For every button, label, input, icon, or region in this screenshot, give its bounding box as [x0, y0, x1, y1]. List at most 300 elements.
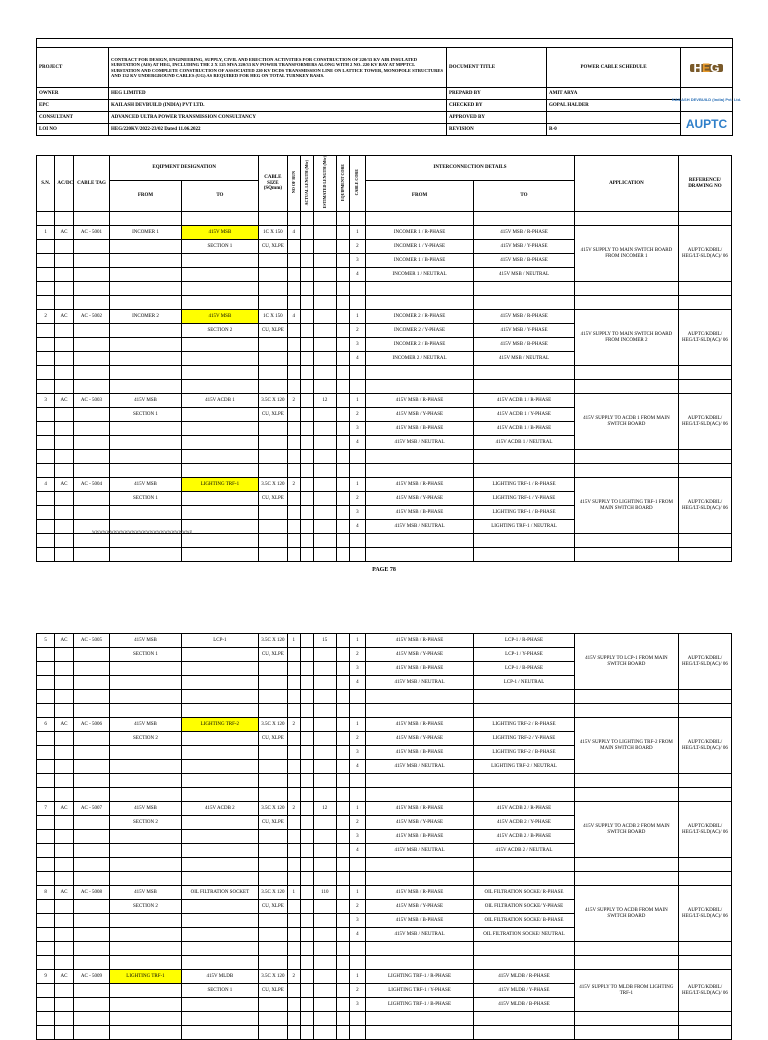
- equipment-to: LIGHTING TRF-1: [181, 478, 258, 492]
- interconnection-to: 415V MLDB / B-PHASE: [474, 998, 575, 1012]
- empty-cell: [349, 212, 365, 226]
- empty-cell: [336, 240, 349, 254]
- empty-cell: [110, 844, 181, 858]
- prepared-value: AMIT ARYA: [547, 88, 681, 100]
- actual-length: [300, 970, 313, 984]
- empty-cell: [259, 760, 288, 774]
- empty-cell: [314, 408, 336, 422]
- empty-cell: [366, 212, 474, 226]
- empty-cell: [259, 296, 288, 310]
- empty-cell: [300, 436, 313, 450]
- interconnection-to: LIGHTING TRF-1 / Y-PHASE: [474, 492, 575, 506]
- serial-number: 5: [37, 634, 55, 648]
- application: 415V SUPPLY TO MAIN SWITCH BOARD FROM INCOMER 2: [574, 310, 678, 366]
- empty-cell: [73, 492, 110, 506]
- empty-cell: [181, 212, 258, 226]
- spacer-row: [37, 380, 732, 394]
- spacer-row: [37, 366, 732, 380]
- actual-length: [300, 886, 313, 900]
- empty-cell: [73, 704, 110, 718]
- empty-cell: [574, 296, 678, 310]
- empty-cell: [110, 690, 181, 704]
- empty-cell: [678, 788, 731, 802]
- empty-cell: [336, 816, 349, 830]
- empty-cell: [259, 422, 288, 436]
- empty-cell: [349, 872, 365, 886]
- empty-cell: [259, 338, 288, 352]
- empty-cell: [336, 956, 349, 970]
- interconnection-to: OIL FILTRATION SOCKE/ Y-PHASE: [474, 900, 575, 914]
- empty-cell: [574, 956, 678, 970]
- empty-cell: [55, 240, 73, 254]
- interconnection-to: 415V MSB / B-PHASE: [474, 338, 575, 352]
- empty-cell: [314, 464, 336, 478]
- empty-cell: [287, 534, 300, 548]
- interconnection-to: 415V ACDB 1 / R-PHASE: [474, 394, 575, 408]
- application: 415V SUPPLY TO LCP-1 FROM MAIN SWITCH BOARD: [574, 634, 678, 690]
- empty-cell: [181, 942, 258, 956]
- empty-cell: [678, 858, 731, 872]
- empty-cell: [300, 1026, 313, 1040]
- empty-cell: [37, 956, 55, 970]
- interconnection-to: OIL FILTRATION SOCKE/ R-PHASE: [474, 886, 575, 900]
- empty-cell: [73, 788, 110, 802]
- empty-cell: [55, 492, 73, 506]
- empty-cell: [366, 1026, 474, 1040]
- actual-length: [300, 394, 313, 408]
- empty-cell: [287, 338, 300, 352]
- empty-cell: [55, 464, 73, 478]
- cable-core-number: 2: [349, 408, 365, 422]
- interconnection-to: 415V ACDB 2 / B-PHASE: [474, 830, 575, 844]
- interconnection-from: INCOMER 1 / R-PHASE: [366, 226, 474, 240]
- empty-cell: [300, 240, 313, 254]
- empty-cell: [55, 914, 73, 928]
- empty-cell: [336, 380, 349, 394]
- empty-cell: [300, 774, 313, 788]
- equipment-to: LCP-1: [181, 634, 258, 648]
- empty-cell: [314, 338, 336, 352]
- empty-cell: [287, 690, 300, 704]
- empty-cell: [259, 746, 288, 760]
- empty-cell: [181, 450, 258, 464]
- cable-core-number: 2: [349, 732, 365, 746]
- empty-cell: [73, 732, 110, 746]
- empty-cell: [574, 788, 678, 802]
- spacer-row: [37, 450, 732, 464]
- application: 415V SUPPLY TO ACDB 2 FROM MAIN SWITCH BOARD: [574, 802, 678, 858]
- empty-cell: [287, 352, 300, 366]
- estimated-length: 15: [314, 634, 336, 648]
- epc-label: EPC: [37, 100, 109, 112]
- empty-cell: [314, 732, 336, 746]
- empty-cell: [287, 212, 300, 226]
- empty-cell: [574, 366, 678, 380]
- no-of-run: 4: [287, 226, 300, 240]
- col-cable-size: CABLE SIZE (SQmm): [259, 156, 288, 212]
- empty-cell: [474, 1026, 575, 1040]
- table-row: [37, 310, 732, 324]
- cable-core-number: 2: [349, 816, 365, 830]
- cable-schedule-table-2: [36, 633, 732, 1040]
- empty-cell: [574, 858, 678, 872]
- cable-core-number: 1: [349, 394, 365, 408]
- empty-cell: [37, 296, 55, 310]
- empty-cell: [574, 212, 678, 226]
- interconnection-from: 415V MSB / Y-PHASE: [366, 816, 474, 830]
- empty-cell: [474, 548, 575, 562]
- empty-cell: [181, 268, 258, 282]
- empty-cell: [110, 872, 181, 886]
- empty-cell: [349, 380, 365, 394]
- serial-number: 4: [37, 478, 55, 492]
- empty-cell: [336, 830, 349, 844]
- empty-cell: [287, 1012, 300, 1026]
- empty-cell: [73, 212, 110, 226]
- interconnection-from: 415V MSB / R-PHASE: [366, 802, 474, 816]
- application: 415V SUPPLY TO LIGHTING TRF-1 FROM MAIN SWITCH BOARD: [574, 478, 678, 534]
- empty-cell: [73, 998, 110, 1012]
- scribble-text: wwwwwwwwwwwwwwwwwwwwwwwwwwwg: [92, 530, 192, 535]
- empty-cell: [73, 352, 110, 366]
- equipment-from: 415V MSB: [110, 886, 181, 900]
- empty-cell: [37, 900, 55, 914]
- empty-cell: [259, 942, 288, 956]
- empty-cell: [366, 380, 474, 394]
- empty-cell: [55, 774, 73, 788]
- empty-cell: [314, 268, 336, 282]
- spacer-row: [37, 534, 732, 548]
- empty-cell: [259, 676, 288, 690]
- equipment-from-section: SECTION 2: [110, 732, 181, 746]
- empty-cell: [55, 998, 73, 1012]
- empty-cell: [55, 520, 73, 534]
- empty-cell: [37, 324, 55, 338]
- empty-cell: [314, 830, 336, 844]
- interconnection-from: 415V MSB / R-PHASE: [366, 886, 474, 900]
- empty-cell: [474, 690, 575, 704]
- serial-number: 3: [37, 394, 55, 408]
- table-row: [37, 886, 732, 900]
- equipment-to-section: [181, 900, 258, 914]
- empty-cell: [314, 844, 336, 858]
- interconnection-from: 415V MSB / NEUTRAL: [366, 520, 474, 534]
- empty-cell: [336, 352, 349, 366]
- document-header: [36, 38, 742, 136]
- equipment-to-section: [181, 408, 258, 422]
- cable-core-number: 1: [349, 478, 365, 492]
- application: 415V SUPPLY TO LIGHTING TRF-2 FROM MAIN SWITCH BOARD: [574, 718, 678, 774]
- empty-cell: [37, 380, 55, 394]
- empty-cell: [366, 1012, 474, 1026]
- cable-core-number: 2: [349, 492, 365, 506]
- empty-cell: [55, 648, 73, 662]
- empty-cell: [259, 928, 288, 942]
- empty-cell: [37, 1026, 55, 1040]
- empty-cell: [314, 450, 336, 464]
- empty-cell: [181, 774, 258, 788]
- interconnection-to: OIL FILTRATION SOCKE/ NEUTRAL: [474, 928, 575, 942]
- cable-material: CU, XLPE: [259, 900, 288, 914]
- empty-cell: [259, 506, 288, 520]
- empty-cell: [336, 436, 349, 450]
- empty-cell: [259, 366, 288, 380]
- empty-cell: [37, 690, 55, 704]
- empty-cell: [259, 464, 288, 478]
- equipment-to: 415V MSB: [181, 310, 258, 324]
- empty-cell: [474, 942, 575, 956]
- no-of-run: 1: [287, 634, 300, 648]
- empty-cell: [336, 676, 349, 690]
- empty-cell: [73, 690, 110, 704]
- empty-cell: [55, 324, 73, 338]
- equipment-from-section: [110, 324, 181, 338]
- empty-cell: [314, 366, 336, 380]
- empty-cell: [37, 422, 55, 436]
- cable-core-number: 1: [349, 970, 365, 984]
- equipment-to-section: SECTION 2: [181, 324, 258, 338]
- col-eq-from: FROM: [110, 180, 181, 212]
- empty-cell: [110, 928, 181, 942]
- empty-cell: [110, 746, 181, 760]
- empty-cell: [55, 872, 73, 886]
- empty-cell: [300, 732, 313, 746]
- empty-cell: [110, 676, 181, 690]
- reference-drawing: AUPTC/KDBIL/ HEG/LT-SLD(AC)/ 06: [678, 310, 731, 366]
- interconnection-from: 415V MSB / R-PHASE: [366, 394, 474, 408]
- empty-cell: [678, 1026, 731, 1040]
- empty-cell: [73, 464, 110, 478]
- empty-cell: [300, 464, 313, 478]
- cable-core-number: 1: [349, 886, 365, 900]
- empty-cell: [314, 942, 336, 956]
- empty-cell: [678, 366, 731, 380]
- serial-number: 6: [37, 718, 55, 732]
- empty-cell: [336, 366, 349, 380]
- empty-cell: [678, 774, 731, 788]
- empty-cell: [474, 380, 575, 394]
- cable-size: 3.5C X 120: [259, 394, 288, 408]
- empty-cell: [73, 366, 110, 380]
- empty-cell: [181, 956, 258, 970]
- empty-cell: [287, 830, 300, 844]
- kdil-logo: KAILASH DEVBUILD (India) Pvt. Ltd.: [681, 88, 733, 112]
- spacer-row: [37, 774, 732, 788]
- cable-material: CU, XLPE: [259, 492, 288, 506]
- empty-cell: [678, 450, 731, 464]
- equipment-core: [336, 886, 349, 900]
- interconnection-from: 415V MSB / B-PHASE: [366, 422, 474, 436]
- empty-cell: [259, 690, 288, 704]
- empty-cell: [314, 788, 336, 802]
- heg-logo-text: HEG: [690, 64, 722, 72]
- empty-cell: [73, 240, 110, 254]
- empty-cell: [314, 296, 336, 310]
- empty-cell: [73, 844, 110, 858]
- empty-cell: [259, 254, 288, 268]
- empty-cell: [336, 408, 349, 422]
- empty-cell: [336, 282, 349, 296]
- cable-core-number: 3: [349, 746, 365, 760]
- empty-cell: [300, 1012, 313, 1026]
- estimated-length: [314, 226, 336, 240]
- empty-cell: [37, 676, 55, 690]
- cable-core-number: 4: [349, 436, 365, 450]
- cable-core-number: 4: [349, 676, 365, 690]
- empty-cell: [181, 830, 258, 844]
- equipment-to: OIL FILTRATION SOCKET: [181, 886, 258, 900]
- spacer-row: [37, 956, 732, 970]
- equipment-core: [336, 634, 349, 648]
- empty-cell: [336, 212, 349, 226]
- empty-cell: [336, 296, 349, 310]
- empty-cell: [110, 858, 181, 872]
- reference-drawing: AUPTC/KDBIL/ HEG/LT-SLD(AC)/ 06: [678, 802, 731, 858]
- empty-cell: [474, 366, 575, 380]
- equipment-from: INCOMER 2: [110, 310, 181, 324]
- empty-cell: [37, 788, 55, 802]
- empty-cell: [287, 900, 300, 914]
- empty-cell: [73, 450, 110, 464]
- empty-cell: [474, 872, 575, 886]
- empty-cell: [110, 450, 181, 464]
- empty-cell: [55, 760, 73, 774]
- empty-cell: [336, 662, 349, 676]
- empty-cell: [314, 212, 336, 226]
- empty-cell: [37, 450, 55, 464]
- no-of-run: 4: [287, 310, 300, 324]
- actual-length: [300, 802, 313, 816]
- empty-cell: [287, 648, 300, 662]
- equipment-core: [336, 226, 349, 240]
- document-title-label: DOCUMENT TITLE: [447, 48, 547, 88]
- empty-cell: [110, 704, 181, 718]
- interconnection-from: 415V MSB / Y-PHASE: [366, 408, 474, 422]
- interconnection-from: INCOMER 2 / NEUTRAL: [366, 352, 474, 366]
- empty-cell: [336, 942, 349, 956]
- empty-cell: [678, 872, 731, 886]
- empty-cell: [287, 366, 300, 380]
- empty-cell: [336, 858, 349, 872]
- empty-cell: [110, 436, 181, 450]
- interconnection-to: LIGHTING TRF-1 / B-PHASE: [474, 506, 575, 520]
- empty-cell: [55, 788, 73, 802]
- cable-core-number: 4: [349, 268, 365, 282]
- empty-cell: [336, 450, 349, 464]
- empty-cell: [678, 956, 731, 970]
- col-reference: REFERENCE/ DRAWING NO: [678, 156, 731, 212]
- empty-cell: [55, 450, 73, 464]
- ac-dc: AC: [55, 226, 73, 240]
- equipment-from-section: SECTION 2: [110, 816, 181, 830]
- empty-cell: [37, 858, 55, 872]
- empty-cell: [287, 872, 300, 886]
- empty-cell: [300, 338, 313, 352]
- empty-cell: [287, 732, 300, 746]
- interconnection-from: INCOMER 2 / R-PHASE: [366, 310, 474, 324]
- spacer-row: [37, 704, 732, 718]
- equipment-from-section: SECTION 1: [110, 408, 181, 422]
- empty-cell: [287, 816, 300, 830]
- no-of-run: 2: [287, 394, 300, 408]
- empty-cell: [349, 956, 365, 970]
- col-interconnection: INTERCONNECTION DETAILS: [366, 156, 575, 181]
- empty-cell: [314, 548, 336, 562]
- cable-core-number: 3: [349, 506, 365, 520]
- empty-cell: [336, 422, 349, 436]
- cable-core-number: 3: [349, 914, 365, 928]
- empty-cell: [259, 520, 288, 534]
- empty-cell: [110, 422, 181, 436]
- empty-cell: [181, 282, 258, 296]
- equipment-to-section: [181, 648, 258, 662]
- ac-dc: AC: [55, 634, 73, 648]
- cable-tag: AC - 5004: [73, 478, 110, 492]
- equipment-core: [336, 802, 349, 816]
- cable-core-number: 3: [349, 830, 365, 844]
- empty-cell: [55, 844, 73, 858]
- empty-cell: [37, 408, 55, 422]
- application: 415V SUPPLY TO MLDB FROM LIGHTING TRF-1: [574, 970, 678, 1012]
- no-of-run: 2: [287, 802, 300, 816]
- interconnection-from: 415V MSB / R-PHASE: [366, 634, 474, 648]
- equipment-core: [336, 970, 349, 984]
- empty-cell: [181, 788, 258, 802]
- empty-cell: [73, 534, 110, 548]
- cable-tag: AC - 5007: [73, 802, 110, 816]
- empty-cell: [287, 984, 300, 998]
- cable-core-number: 3: [349, 338, 365, 352]
- empty-cell: [37, 816, 55, 830]
- cable-tag: AC - 5009: [73, 970, 110, 984]
- empty-cell: [336, 760, 349, 774]
- empty-cell: [366, 704, 474, 718]
- empty-cell: [110, 662, 181, 676]
- reference-drawing: AUPTC/KDBIL/ HEG/LT-SLD(AC)/ 06: [678, 886, 731, 942]
- empty-cell: [73, 1026, 110, 1040]
- interconnection-to: LCP-1 / B-PHASE: [474, 662, 575, 676]
- empty-cell: [55, 928, 73, 942]
- spacer-row: [37, 942, 732, 956]
- empty-cell: [181, 704, 258, 718]
- empty-cell: [366, 548, 474, 562]
- empty-cell: [287, 1026, 300, 1040]
- empty-cell: [73, 956, 110, 970]
- empty-cell: [259, 1012, 288, 1026]
- empty-cell: [300, 872, 313, 886]
- empty-cell: [55, 254, 73, 268]
- empty-cell: [259, 956, 288, 970]
- interconnection-to: 415V MSB / NEUTRAL: [474, 352, 575, 366]
- empty-cell: [336, 534, 349, 548]
- empty-cell: [259, 436, 288, 450]
- empty-cell: [287, 704, 300, 718]
- equipment-from: LIGHTING TRF-1: [110, 970, 181, 984]
- empty-cell: [73, 858, 110, 872]
- empty-cell: [73, 254, 110, 268]
- empty-cell: [259, 830, 288, 844]
- interconnection-to: LIGHTING TRF-1 / R-PHASE: [474, 478, 575, 492]
- empty-cell: [300, 760, 313, 774]
- table-row: [37, 970, 732, 984]
- empty-cell: [336, 690, 349, 704]
- empty-cell: [314, 662, 336, 676]
- empty-cell: [314, 1012, 336, 1026]
- empty-cell: [73, 338, 110, 352]
- empty-cell: [314, 380, 336, 394]
- empty-cell: [336, 506, 349, 520]
- empty-cell: [300, 648, 313, 662]
